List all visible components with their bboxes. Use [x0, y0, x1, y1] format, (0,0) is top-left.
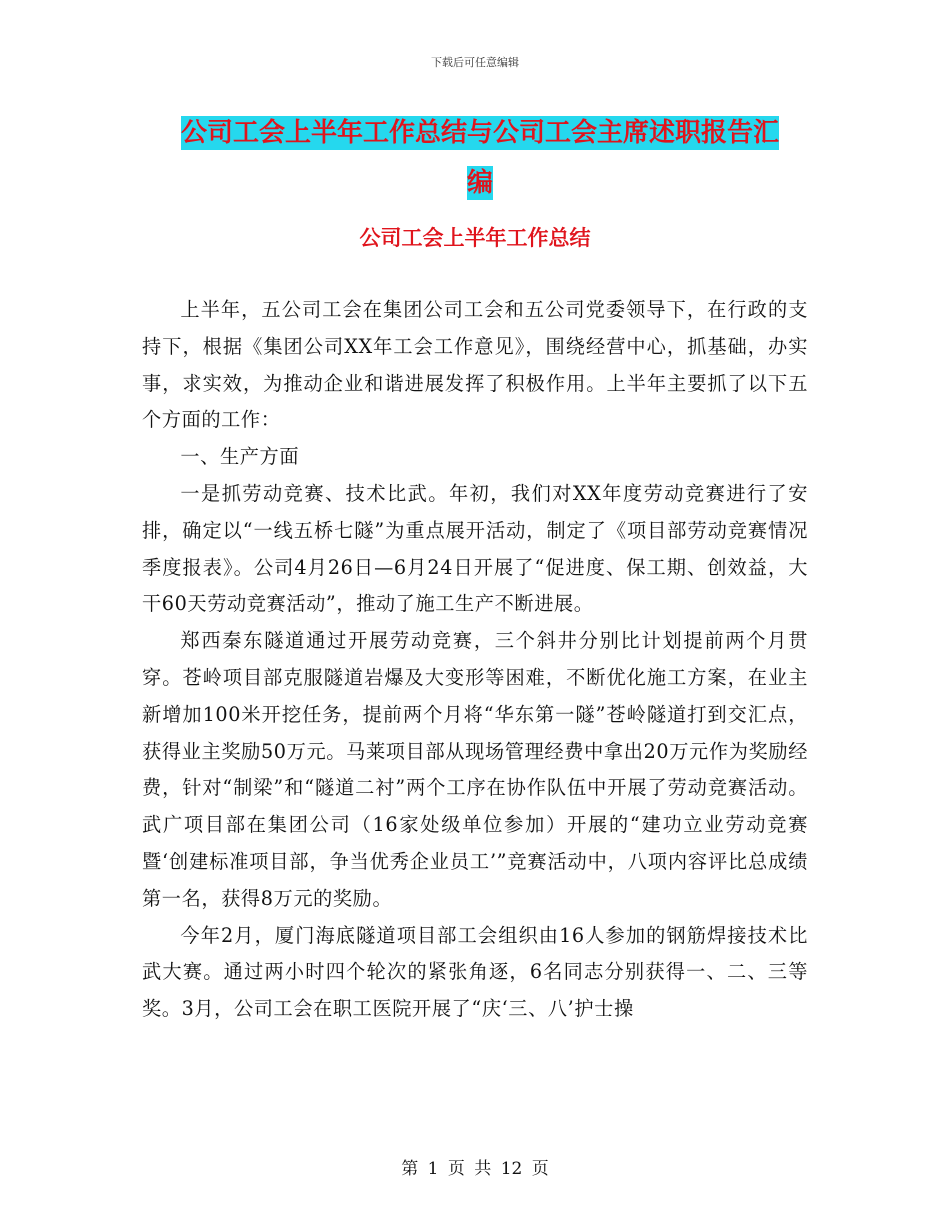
paragraph-welding-contest: 今年2月，厦门海底隧道项目部工会组织由16人参加的钢筋焊接技术比武大赛。通过两小时四个轮次的紧张角逐，6名同志分别获得一、二、三等奖。3月，公司工会在职工医院开展了“庆‘三、八’护士操: [142, 923, 808, 1021]
page-number: 第 1 页 共 12 页: [401, 1159, 549, 1179]
body-text: [142, 292, 808, 1028]
paragraph-intro: 上半年，五公司工会在集团公司工会和五公司党委领导下，在行政的支持下，根据《集团公司XX年工会工作意见》，围绕经营中心，抓基础，办实事，求实效，为推动企业和谐进展发挥了积极作用。上半年主要抓了以下五个方面的工作：: [142, 298, 808, 432]
paragraph-heading-production: 一、生产方面: [180, 445, 300, 469]
document-title-line1: 公司工会上半年工作总结与公司工会主席述职报告汇: [180, 118, 779, 148]
document-title: [150, 108, 810, 208]
paragraph-project-results: 郑西秦东隧道通过开展劳动竞赛，三个斜井分别比计划提前两个月贯穿。苍岭项目部克服隧道岩爆及大变形等困难，不断优化施工方案，在业主新增加100米开挖任务，提前两个月将“华东第一隧”苍岭隧道打到交汇点，获得业主奖励50万元。马莱项目部从现场管理经费中拿出20万元作为奖励经费，针对“制梁”和“隧道二衬”两个工序在协作队伍中开展了劳动竞赛活动。武广项目部在集团公司（16家处级单位参加）开展的“建功立业劳动竞赛暨‘创建标准项目部，争当优秀企业员工’”竞赛活动中，八项内容评比总成绩第一名，获得8万元的奖励。: [142, 629, 808, 910]
paragraph-labor-competition: 一是抓劳动竞赛、技术比武。年初，我们对XX年度劳动竞赛进行了安排，确定以“一线五桥七隧”为重点展开活动，制定了《项目部劳动竞赛情况季度报表》。公司4月26日—6月24日开展了“促进度、保工期、创效益，大干60天劳动竞赛活动”，推动了施工生产不断进展。: [142, 481, 808, 616]
header-note: 下载后可任意编辑: [431, 56, 519, 69]
document-title-line2: 编: [466, 168, 493, 198]
section-title: 公司工会上半年工作总结: [359, 226, 591, 250]
